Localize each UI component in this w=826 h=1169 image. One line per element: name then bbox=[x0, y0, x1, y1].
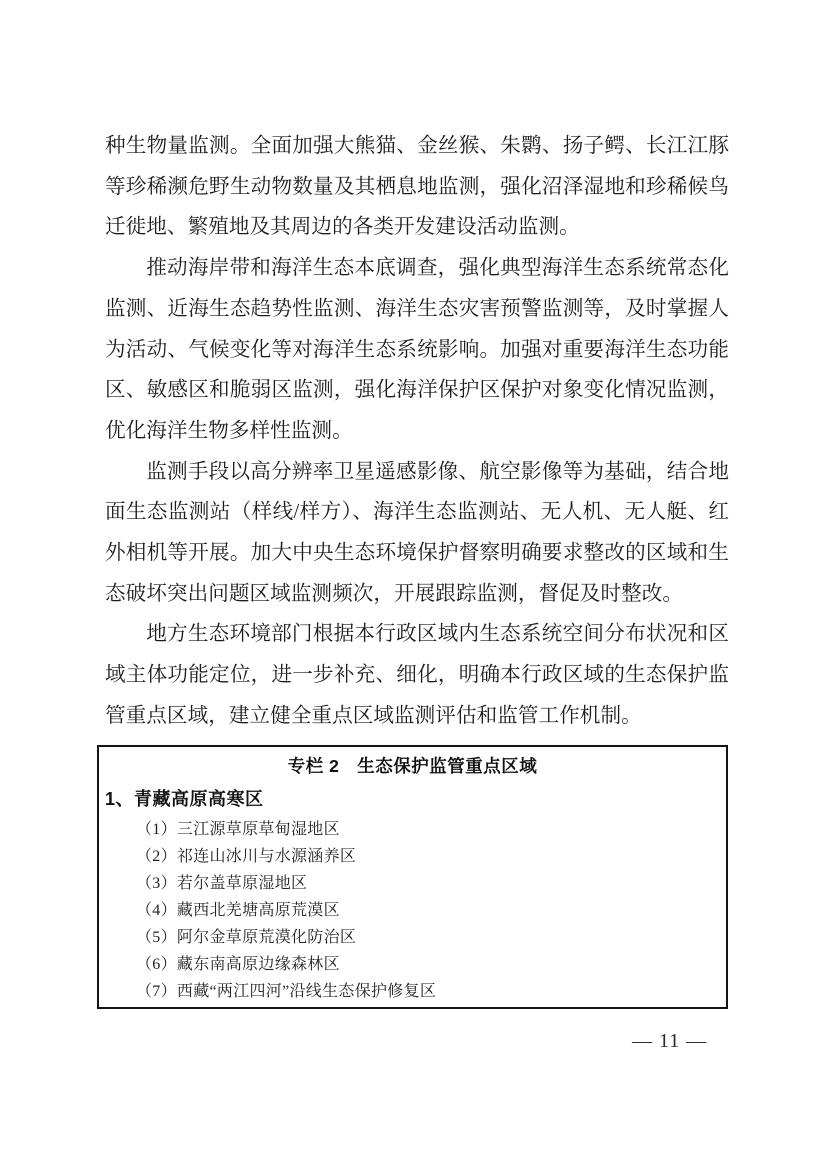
box-title: 专栏 2 生态保护监管重点区域 bbox=[287, 756, 538, 776]
body-text-block bbox=[105, 126, 729, 737]
paragraph-species-monitoring: 种生物量监测。全面加强大熊猫、金丝猴、朱鹮、扬子鳄、长江江豚等珍稀濒危野生动物数量及其栖息地监测，强化沼泽湿地和珍稀候鸟迁徙地、繁殖地及其周边的各类开发建设活动监测。 bbox=[105, 135, 729, 239]
list-item: （6）藏东南高原边缘森林区 bbox=[136, 956, 340, 973]
paragraph-marine-ecology: 推动海岸带和海洋生态本底调查，强化典型海洋生态系统常态化监测、近海生态趋势性监测、海洋生态灾害预警监测等，及时掌握人为活动、气候变化等对海洋生态系统影响。加强对重要海洋生态功能区、敏感区和脆弱区监测，强化海洋保护区保护对象变化情况监测，优化海洋生物多样性监测。 bbox=[105, 257, 729, 442]
list-item: （3）若尔盖草原湿地区 bbox=[136, 875, 308, 892]
list-item: （4）藏西北羌塘高原荒漠区 bbox=[136, 902, 340, 919]
list-item: （2）祁连山冰川与水源涵养区 bbox=[136, 848, 357, 865]
paragraph-local-departments: 地方生态环境部门根据本行政区域内生态系统空间分布状况和区域主体功能定位，进一步补充、细化，明确本行政区域的生态保护监管重点区域，建立健全重点区域监测评估和监管工作机制。 bbox=[105, 623, 729, 727]
column-2-box bbox=[97, 745, 728, 1009]
box-item-list bbox=[136, 816, 726, 1005]
list-item: （5）阿尔金草原荒漠化防治区 bbox=[136, 929, 357, 946]
list-item: （7）西藏“两江四河”沿线生态保护修复区 bbox=[136, 983, 437, 1000]
page-number: — 11 — bbox=[632, 1030, 708, 1052]
box-section-heading: 1、青藏高原高寒区 bbox=[105, 789, 264, 809]
list-item: （1）三江源草原草甸湿地区 bbox=[136, 821, 340, 838]
paragraph-monitoring-methods: 监测手段以高分辨率卫星遥感影像、航空影像等为基础，结合地面生态监测站（样线/样方）、海洋生态监测站、无人机、无人艇、红外相机等开展。加大中央生态环境保护督察明确要求整改的区域和生态破坏突出问题区域监测频次，开展跟踪监测，督促及时整改。 bbox=[105, 460, 729, 605]
